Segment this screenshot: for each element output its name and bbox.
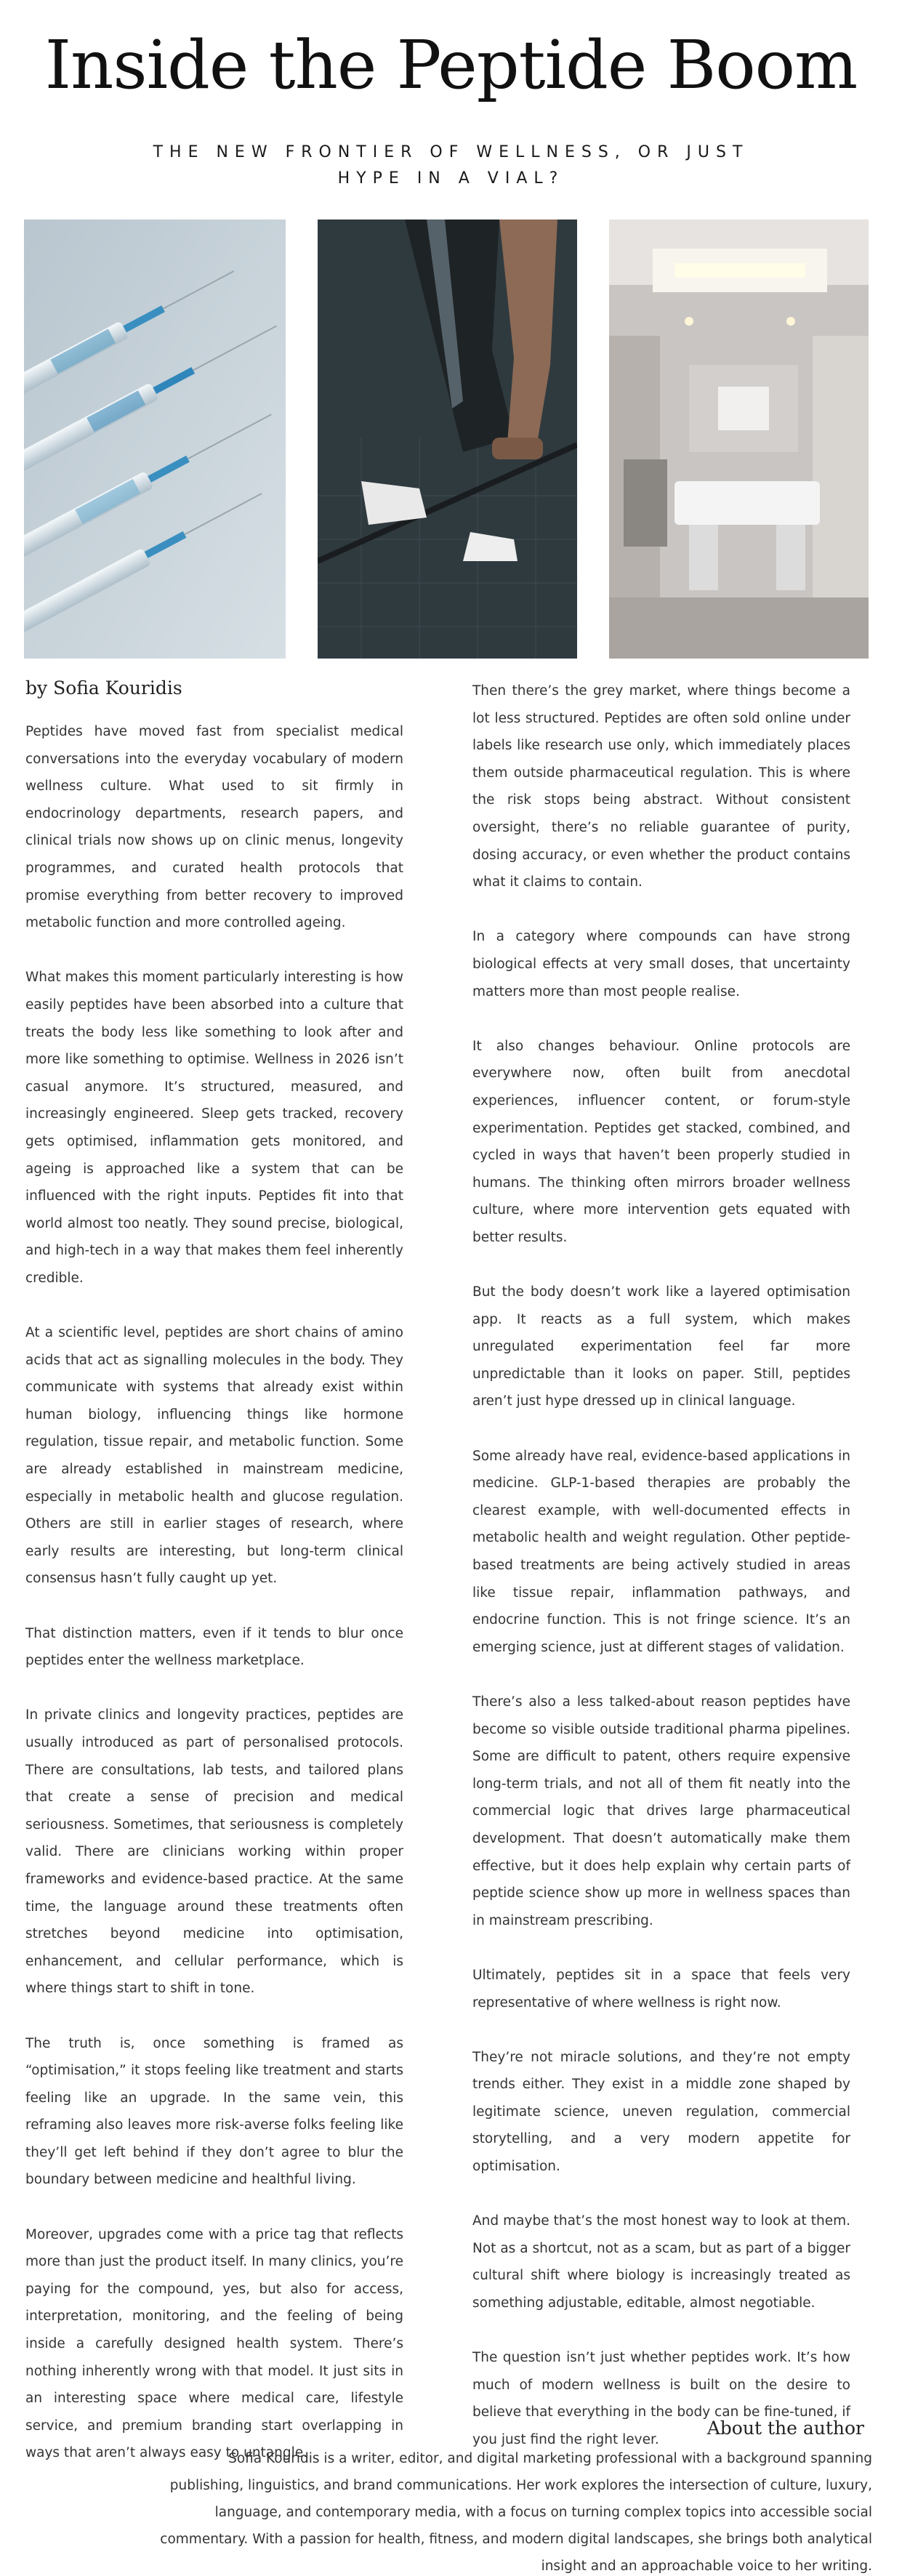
- article-paragraph: They’re not miracle solutions, and they’re not empty trends either. They exist in a middle zone shaped by legitimate science, uneven regulation, commercial storytelling, and a very modern appetite for optimisation.: [472, 2049, 850, 2175]
- article-paragraph: Ultimately, peptides sit in a space that feels very representative of where wellness is right now.: [472, 1967, 850, 2011]
- article-column-left: [25, 718, 403, 2495]
- syringes-photo: [24, 220, 286, 659]
- article-paragraph: At a scientific level, peptides are short chains of amino acids that act as signalling molecules in the body. They communicate with systems that already exist within human biology, influencing things like hormone regulation, tissue repair, and metabolic function. Some are already established in mainstream medicine, especially in metabolic health and glucose regulation. Others are still in earlier stages of research, where early results are interesting, but long-term clinical consensus hasn’t fully caught up yet.: [25, 1325, 403, 1587]
- article-paragraph: In a category where compounds can have strong biological effects at very small doses, that uncertainty matters more than most people realise.: [472, 929, 850, 999]
- article-title: Inside the Peptide Boom: [44, 26, 858, 104]
- about-author-text: Sofia Kouridis is a writer, editor, and digital marketing professional with a background spanning publishing, linguistics, and brand communications. Her work explores the intersection of culture, luxury, language, and contemporary media, with a focus on turning complex topics into accessible social commentary. With a passion for health, fitness, and modern digital landscapes, she brings both analytical insight and an approachable voice to her writing.: [160, 2451, 872, 2574]
- article-column-right: [472, 677, 850, 2481]
- article-paragraph: The question isn’t just whether peptides work. It’s how much of modern wellness is built on the desire to believe that everything in the body can be fine-tuned, if you just find the right lever.: [472, 2350, 850, 2447]
- author-byline: by Sofia Kouridis: [25, 677, 182, 699]
- article-paragraph: There’s also a less talked-about reason peptides have become so visible outside traditional pharma pipelines. Some are difficult to patent, others require expensive long-term trials, and not all of them fit neatly into the commercial logic that drives large pharmaceutical development. That doesn’t automatically make them effective, but it does help explain why certain parts of peptide science show up more in wellness spaces than in mainstream prescribing.: [472, 1694, 850, 1928]
- article-paragraph: But the body doesn’t work like a layered optimisation app. It reacts as a full system, which makes unregulated experimentation feel far more unpredictable than it looks on paper. Still, peptides aren’t just hype dressed up in clinical language.: [472, 1284, 850, 1409]
- clinic-room-photo: [609, 220, 869, 659]
- article-paragraph: Then there’s the grey market, where things become a lot less structured. Peptides are often sold online under labels like research use only, which immediately places them outside pharmaceutical regulation. This is where the risk stops being abstract. Without consistent oversight, there’s no reliable guarantee of purity, dosing accuracy, or even whether the product contains what it claims to contain.: [472, 683, 850, 890]
- deadlift-photo: [318, 220, 577, 659]
- article-paragraph: It also changes behaviour. Online protocols are everywhere now, often built from anecdotal experiences, influencer content, or forum-style experimentation. Peptides get stacked, combined, and cycled in ways that haven’t been properly studied in humans. The thinking often mirrors broader wellness culture, where more intervention gets equated with better results.: [472, 1038, 850, 1245]
- article-paragraph: That distinction matters, even if it tends to blur once peptides enter the wellness marketplace.: [25, 1625, 403, 1669]
- article-paragraph: Peptides have moved fast from specialist medical conversations into the everyday vocabulary of modern wellness culture. What used to sit firmly in endocrinology departments, research papers, and clinical trials now shows up on clinic menus, longevity programmes, and curated health protocols that promise everything from better recovery to improved metabolic function and more controlled ageing.: [25, 724, 403, 931]
- article-paragraph: What makes this moment particularly interesting is how easily peptides have been absorbed into a culture that treats the body less like something to look after and more like something to optimise. Wellness in 2026 isn’t casual anymore. It’s structured, measured, and increasingly engineered. Sleep gets tracked, recovery gets optimised, inflammation gets monitored, and ageing is approached like a system that can be influenced with the right inputs. Peptides fit into that world almost too neatly. They sound precise, biological, and high-tech in a way that makes them feel inherently credible.: [25, 970, 403, 1286]
- article-paragraph: Some already have real, evidence-based applications in medicine. GLP-1-based therapies are probably the clearest example, with well-documented effects in metabolic health and weight regulation. Other peptide-based treatments are being actively studied in areas like tissue repair, inflammation pathways, and endocrine function. This is not fringe science. It’s an emerging science, just at different stages of validation.: [472, 1448, 850, 1655]
- article-paragraph: And maybe that’s the most honest way to look at them. Not as a shortcut, not as a scam, but as part of a bigger cultural shift where biology is increasingly treated as something adjustable, editable, almost negotiable.: [472, 2213, 850, 2311]
- about-author-heading: About the author: [706, 2418, 864, 2439]
- article-paragraph: Moreover, upgrades come with a price tag that reflects more than just the product itself. In many clinics, you’re paying for the compound, yes, but also for access, interpretation, monitoring, and the feeling of being inside a carefully designed health system. There’s nothing inherently wrong with that model. It just sits in an interesting space where medical care, lifestyle service, and premium branding start overlapping in ways that aren’t always easy to untangle.: [25, 2226, 403, 2461]
- article-paragraph: The truth is, once something is framed as “optimisation,” it stops feeling like treatment and starts feeling like an upgrade. In the same vein, this reframing also leaves more risk-averse folks feeling like they’ll get left behind if they don’t agree to blur the boundary between medicine and healthful living.: [25, 2035, 403, 2188]
- article-subtitle: THE NEW FRONTIER OF WELLNESS, OR JUST HYPE IN A VIAL?: [153, 143, 749, 188]
- article-paragraph: In private clinics and longevity practices, peptides are usually introduced as part of personalised protocols. There are consultations, lab tests, and tailored plans that create a sense of precision and medical seriousness. Sometimes, that seriousness is completely valid. There are clinicians working within proper frameworks and evidence-based practice. At the same time, the language around these treatments often stretches beyond medicine into optimisation, enhancement, and cellular performance, which is where things start to shift in tone.: [25, 1707, 403, 1997]
